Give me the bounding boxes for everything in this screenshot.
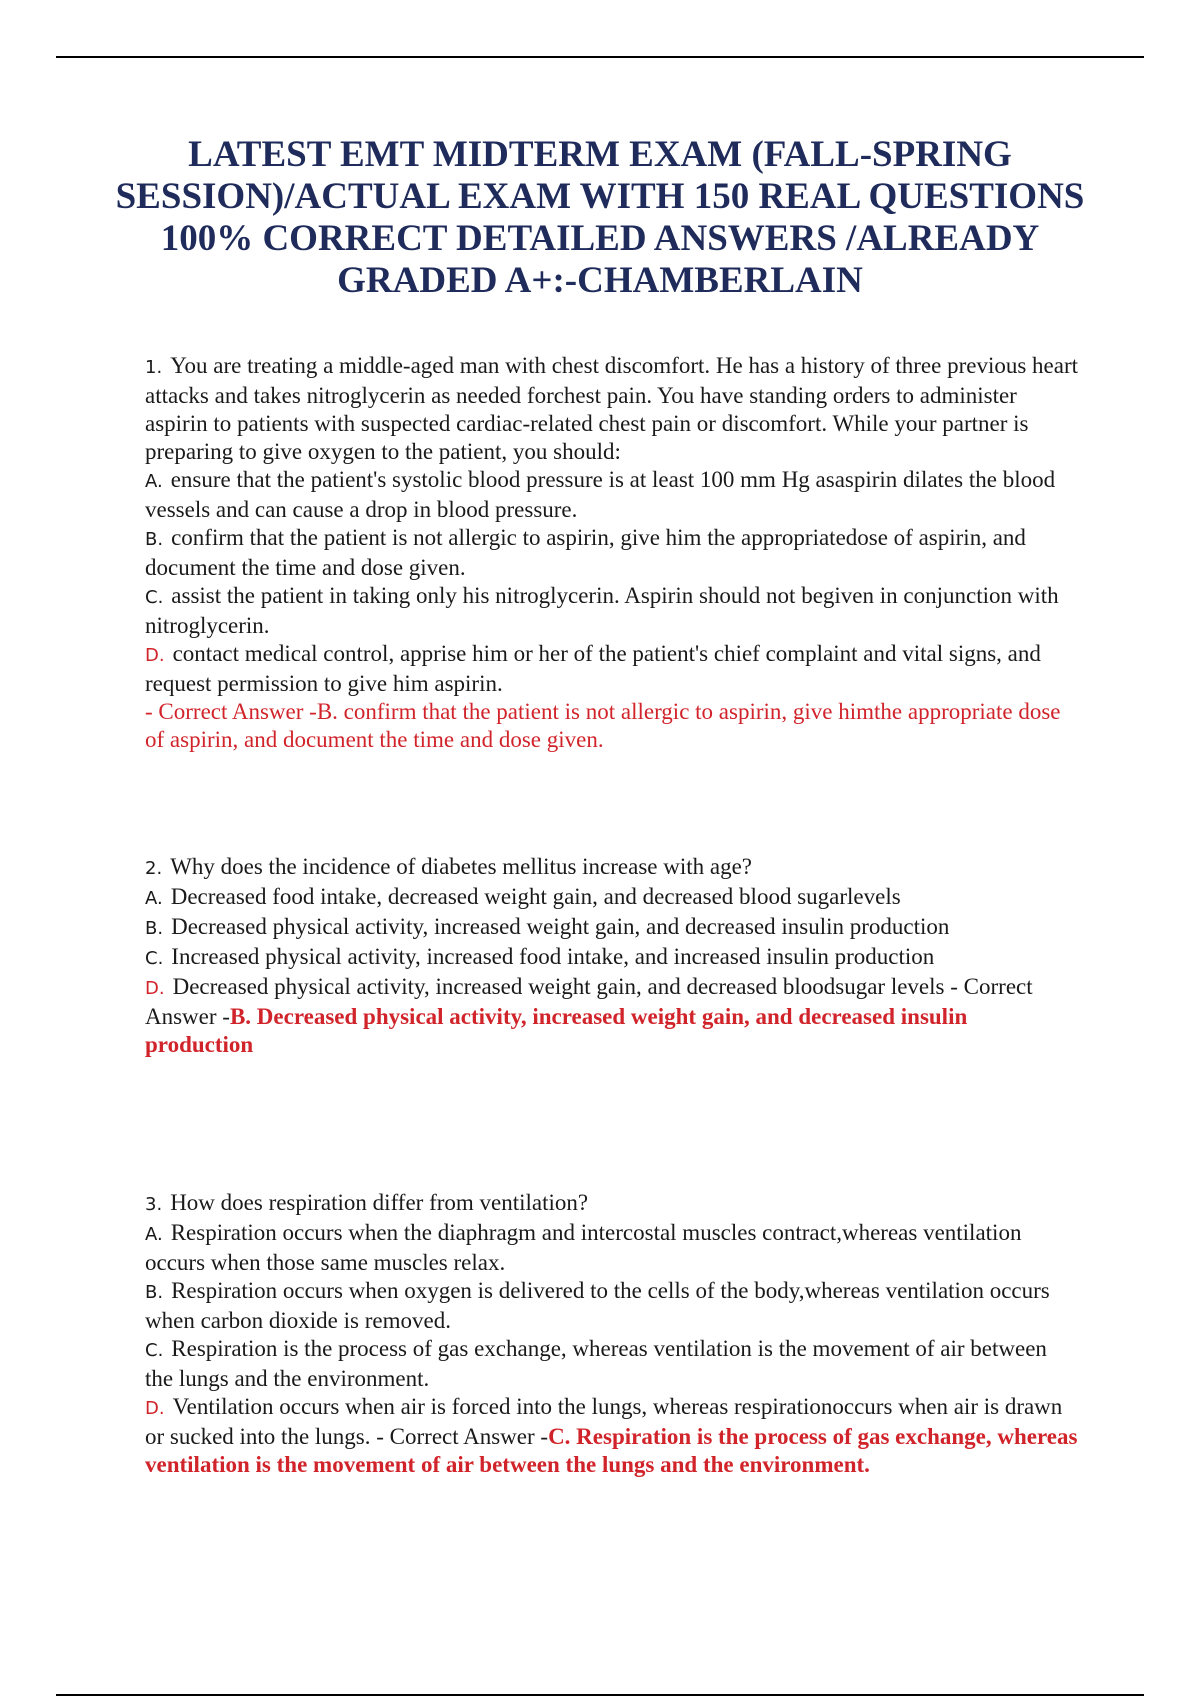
option-d [145, 973, 1080, 1059]
option-letter: B. [145, 1282, 164, 1303]
option-c [145, 1335, 1080, 1393]
correct-answer-prefix: - Correct Answer - [145, 974, 1033, 1029]
option-letter: D. [145, 978, 165, 999]
option-b [145, 1277, 1080, 1335]
correct-answer-text: B. Decreased physical activity, increased weight gain, and decreased insulin production [145, 1004, 968, 1057]
option-text: Respiration occurs when oxygen is delivered to the cells of the body,whereas ventilation occurs when carbon dioxide is removed. [145, 1278, 1050, 1333]
option-text: contact medical control, apprise him or her of the patient's chief complaint and vital signs, and request permission to give him aspirin. [145, 641, 1041, 696]
option-text: Respiration is the process of gas exchange, whereas ventilation is the movement of air between the lungs and the environment. [145, 1336, 1047, 1391]
option-a [145, 1219, 1080, 1277]
option-b [145, 524, 1080, 582]
question-stem: Why does the incidence of diabetes mellitus increase with age? [170, 854, 752, 879]
option-d [145, 1393, 1080, 1479]
question-stem: You are treating a middle-aged man with chest discomfort. He has a history of three previous heart attacks and takes nitroglycerin as needed forchest pain. You have standing orders to administer aspirin to patients with suspected cardiac-related chest pain or discomfort. While your partner is preparing to give oxygen to the patient, you should: [145, 353, 1079, 464]
option-letter: A. [145, 1224, 163, 1245]
question-number: 3. [145, 1194, 163, 1215]
question-stem: How does respiration differ from ventilation? [170, 1190, 589, 1215]
bottom-rule [56, 1694, 1144, 1696]
top-rule [56, 56, 1144, 58]
option-letter: A. [145, 888, 163, 909]
correct-answer-prefix: - Correct Answer - [145, 699, 317, 724]
question-3 [145, 1189, 1080, 1479]
question-number: 1. [145, 357, 163, 378]
question-1 [145, 352, 1080, 754]
option-letter: D. [145, 645, 165, 666]
correct-answer-text: B. confirm that the patient is not allergic to aspirin, give himthe appropriate dose of aspirin, and document the time and dose given. [145, 699, 1061, 752]
option-a [145, 466, 1080, 524]
option-letter: D. [145, 1398, 165, 1419]
correct-answer-prefix: - Correct Answer - [370, 1424, 549, 1449]
option-text: Decreased physical activity, increased weight gain, and decreased bloodsugar levels [172, 974, 945, 999]
option-text: ensure that the patient's systolic blood pressure is at least 100 mm Hg asaspirin dilates the blood vessels and can cause a drop in blood pressure. [145, 467, 1056, 522]
option-text: confirm that the patient is not allergic to aspirin, give him the appropriatedose of aspirin, and document the time and dose given. [145, 525, 1026, 580]
option-letter: A. [145, 471, 163, 492]
option-b [145, 913, 1080, 943]
option-d [145, 640, 1080, 698]
option-letter: B. [145, 918, 164, 939]
option-text: Decreased food intake, decreased weight gain, and decreased blood sugarlevels [170, 884, 901, 909]
question-3-text [145, 1189, 1080, 1219]
option-letter: C. [145, 587, 164, 608]
question-2-text [145, 853, 1080, 883]
option-c [145, 943, 1080, 973]
option-c [145, 582, 1080, 640]
option-text: assist the patient in taking only his nitroglycerin. Aspirin should not begiven in conjunction with nitroglycerin. [145, 583, 1059, 638]
option-text: Respiration occurs when the diaphragm and intercostal muscles contract,whereas ventilation occurs when those same muscles relax. [145, 1220, 1022, 1275]
option-text: Increased physical activity, increased food intake, and increased insulin production [171, 944, 935, 969]
option-letter: B. [145, 529, 164, 550]
option-letter: C. [145, 1340, 164, 1361]
correct-answer-text: C. Respiration is the process of gas exchange, whereas ventilation is the movement of air between the lungs and the environment. [145, 1424, 1078, 1477]
option-text: Decreased physical activity, increased weight gain, and decreased insulin production [171, 914, 950, 939]
option-letter: C. [145, 948, 164, 969]
option-a [145, 883, 1080, 913]
question-number: 2. [145, 858, 163, 879]
document-title: LATEST EMT MIDTERM EXAM (FALL-SPRING SESSION)/ACTUAL EXAM WITH 150 REAL QUESTIONS 100% CORRECT DETAILED ANSWERS /ALREADY GRADED A+:-CHAMBERLAIN [115, 134, 1085, 301]
option-text: Ventilation occurs when air is forced into the lungs, whereas respirationoccurs when air is drawn or sucked into the lungs. [145, 1394, 1063, 1449]
question-1-text [145, 352, 1080, 466]
question-2 [145, 853, 1080, 1059]
correct-answer [145, 698, 1080, 754]
